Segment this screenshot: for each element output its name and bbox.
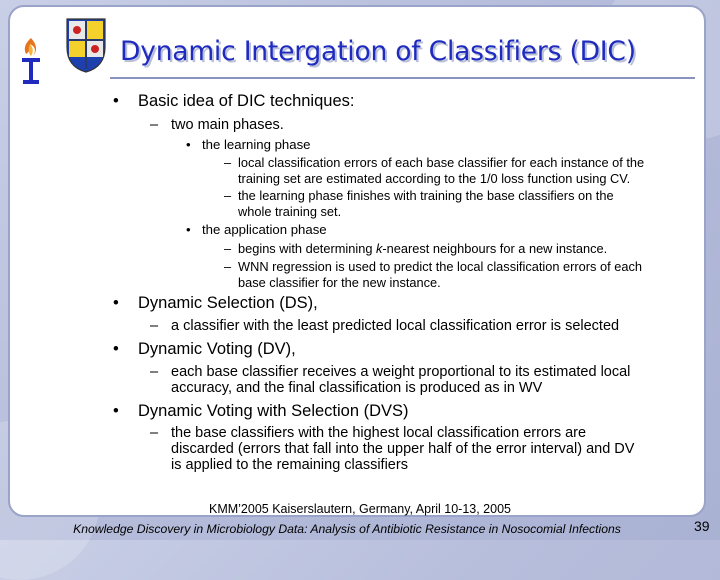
torch-logo-icon: [16, 36, 46, 88]
slide-title: Dynamic Intergation of Classifiers (DIC): [120, 36, 636, 67]
bullet-dynamic-selection: Dynamic Selection (DS),: [138, 294, 318, 312]
application-item-1: [238, 241, 607, 256]
bullet-marker: •: [113, 340, 119, 358]
learning-item-2: the learning phase finishes with training the base classifiers on the: [238, 188, 614, 203]
bullet-marker: •: [186, 137, 191, 152]
bullet-marker: •: [186, 222, 191, 237]
app-item-1-pre: begins with determining: [238, 241, 376, 256]
bullet-marker: •: [113, 294, 119, 312]
dash-marker: –: [224, 155, 232, 170]
bullet-marker: •: [113, 92, 119, 110]
sub-learning-phase: the learning phase: [202, 137, 311, 152]
application-item-2: WNN regression is used to predict the local classification errors of each: [238, 259, 642, 274]
app-item-1-k: k: [376, 241, 383, 256]
dash-marker: –: [150, 425, 159, 441]
dash-marker: –: [224, 188, 232, 203]
sub-dv-description-cont: accuracy, and the final classification is produced as in WV: [171, 380, 543, 396]
dash-marker: –: [150, 117, 159, 133]
sub-two-phases: two main phases.: [171, 117, 284, 133]
dash-marker: –: [150, 318, 159, 334]
sub-dvs-description: the base classifiers with the highest local classification errors are: [171, 425, 587, 441]
app-item-1-post: -nearest neighbours for a new instance.: [382, 241, 608, 256]
sub-application-phase: the application phase: [202, 222, 327, 237]
sub-dvs-description-cont2: is applied to the remaining classifiers: [171, 457, 408, 473]
application-item-2-cont: base classifier for the new instance.: [238, 275, 441, 290]
footer-paper-title: Knowledge Discovery in Microbiology Data: Analysis of Antibiotic Resistance in Nosocomial Infections: [73, 522, 621, 536]
learning-item-2-cont: whole training set.: [238, 204, 342, 219]
learning-item-1-cont: training set are estimated according to the 1/0 loss function using CV.: [238, 171, 631, 186]
sub-dv-description: each base classifier receives a weight proportional to its estimated local: [171, 364, 631, 380]
sub-ds-description: a classifier with the least predicted local classification error is selected: [171, 318, 620, 334]
dash-marker: –: [150, 364, 159, 380]
footer-conference: KMM’2005 Kaiserslautern, Germany, April 10-13, 2005: [208, 502, 511, 516]
dash-marker: –: [224, 259, 232, 274]
bullet-marker: •: [113, 402, 119, 420]
bullet-dynamic-voting-selection: Dynamic Voting with Selection (DVS): [138, 402, 409, 420]
page-number: 39: [694, 518, 710, 534]
bullet-basic-idea: Basic idea of DIC techniques:: [138, 92, 355, 110]
dash-marker: –: [224, 241, 232, 256]
learning-item-1: local classification errors of each base classifier for each instance of the: [238, 155, 645, 170]
bullet-dynamic-voting: Dynamic Voting (DV),: [138, 340, 296, 358]
title-divider: [110, 77, 695, 79]
university-coat-of-arms-icon: [65, 17, 107, 73]
sub-dvs-description-cont: discarded (errors that fall into the upper half of the error interval) and DV: [171, 441, 635, 457]
